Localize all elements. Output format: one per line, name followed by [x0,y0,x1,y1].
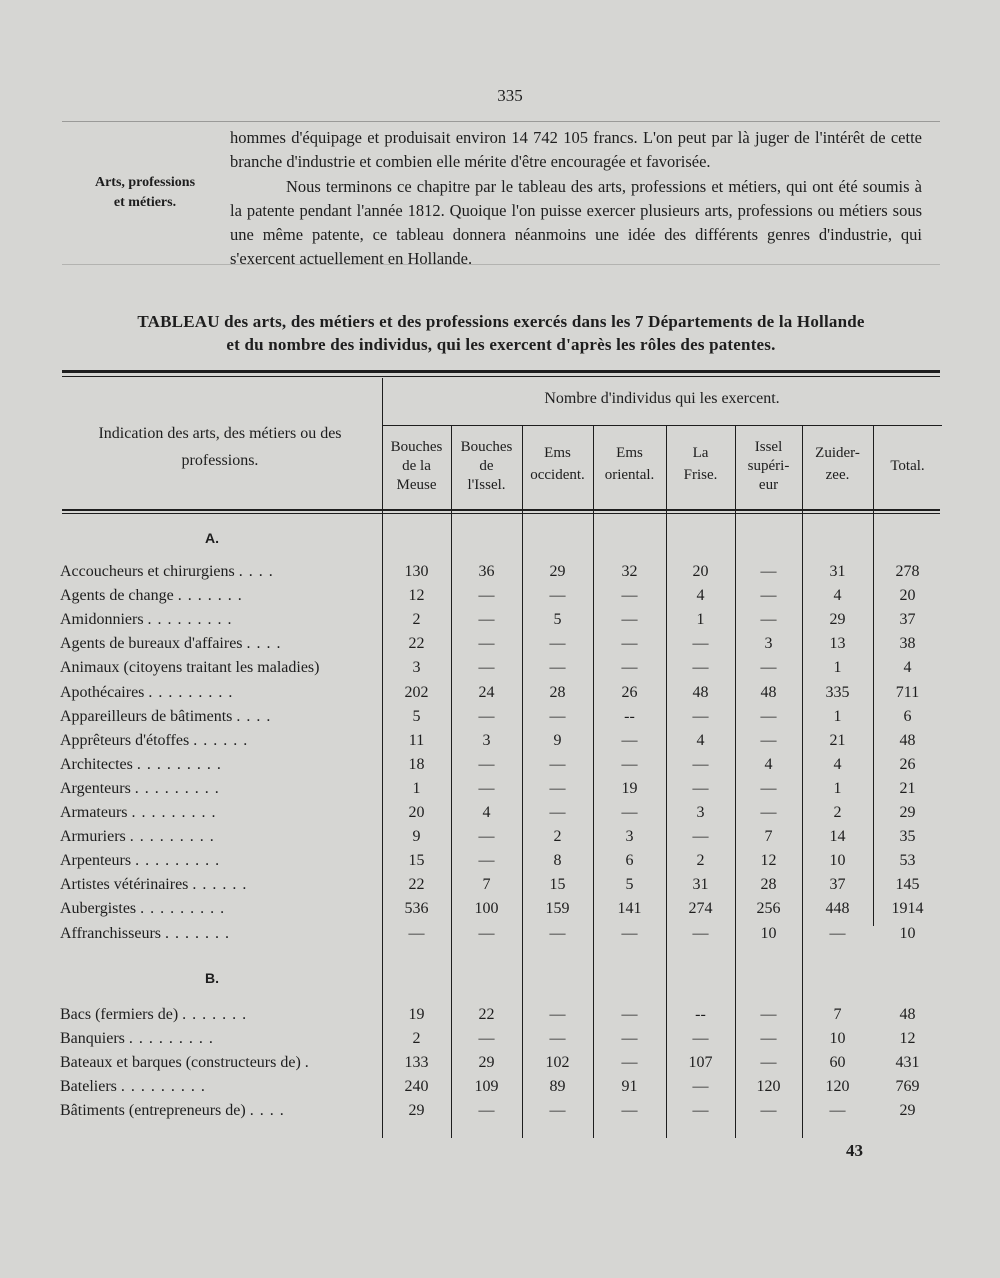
table-row [0,828,1000,852]
table-cell: 10 [829,852,846,870]
row-label [60,635,378,653]
table-cell: 14 [829,828,846,846]
row-label [60,828,378,846]
row-label [60,708,378,726]
row-leader-dots: ......... [147,611,238,629]
table-cell: — [621,659,638,677]
table-cell: 37 [829,876,846,894]
table-cell: 29 [478,1054,495,1072]
table-cell: — [478,852,495,870]
table-cell: 10 [829,1030,846,1048]
row-label [60,1102,378,1120]
table-cell: -- [624,707,635,725]
table-cell: 1 [833,707,842,725]
table-cell: 141 [617,900,642,918]
table-cell: 13 [829,635,846,653]
table-cell: — [478,828,495,846]
table-cell: 278 [895,563,920,580]
table-cell: — [549,659,566,677]
column-header-line: Issel [754,439,783,455]
row-leader-dots: .... [246,635,287,653]
table-row [0,659,1000,683]
table-cell: 2 [412,1030,421,1048]
table-cell: 1 [833,659,842,677]
row-label-text: Animaux (citoyens traitant les maladies) [60,659,320,677]
row-leader-dots: . [304,1054,315,1072]
page-number: 335 [497,86,523,105]
table-cell: 10 [899,924,916,942]
table-cell: — [478,755,495,773]
table-cell: — [692,779,709,797]
table-cell: 448 [825,900,850,918]
intro-paragraph: Nous terminons ce chapitre par le tableau des arts, professions et métiers, qui ont été soumis à la patente pendant l'année 1812. Quoique l'on puisse exercer plusieurs arts, professions ou métiers sous une même patente, ce tableau donnera néanmoins une idée des différents genres d'industrie, qui s'exercent actuellement en Hollande. [230,176,922,269]
row-leader-dots: ...... [192,876,253,894]
table-cell: 19 [408,1006,425,1023]
table-cell: — [760,659,777,677]
table-cell: 4 [833,755,842,773]
table-cell: 29 [899,1102,916,1120]
margin-note-line: Arts, professions [94,175,196,190]
table-cell: — [760,804,777,821]
table-cell: — [549,779,566,797]
table-cell: — [692,707,709,725]
table-row [0,563,1000,587]
table-cell: 133 [404,1054,429,1072]
table-cell: 91 [621,1078,638,1096]
table-cell: 7 [833,1006,842,1023]
table-cell: 12 [408,587,425,605]
table-cell: 38 [899,635,916,653]
table-title-line: et du nombre des individus, qui les exercent d'après les rôles des patentes. [226,335,776,354]
table-cell: 3 [482,731,491,749]
table-cell: 48 [899,1006,916,1023]
table-cell: — [549,1030,566,1048]
table-cell: 274 [688,900,713,918]
row-label [60,852,378,870]
table-cell: — [760,1054,777,1072]
table-cell: — [549,707,566,725]
table-cell: — [829,924,846,942]
margin-note-line: et métiers. [113,195,177,210]
table-cell: 20 [899,587,916,605]
table-cell: 48 [760,683,777,701]
table-cell: 100 [474,900,499,918]
table-cell: 4 [764,755,773,773]
table-cell: 9 [412,828,421,846]
table-cell: — [760,563,777,580]
table-cell: — [692,635,709,653]
table-cell: 48 [692,683,709,701]
table-cell: — [478,659,495,677]
row-label-text: Bacs (fermiers de) [60,1006,179,1023]
table-cell: — [760,779,777,797]
table-cell: 11 [408,731,425,749]
row-label-text: Agents de bureaux d'affaires [60,635,243,653]
table-rule-header-bottom-thin [62,513,940,514]
table-cell: 29 [899,804,916,821]
column-header-line: Ems [616,445,643,461]
table-cell: 4 [833,587,842,605]
table-cell: 130 [404,563,429,580]
row-label [60,1006,378,1024]
header-rule [62,121,940,122]
row-label [60,900,378,918]
table-cell: — [621,1102,638,1120]
table-cell: 24 [478,683,495,701]
table-rule-header-bottom [62,509,940,511]
group-column-header: Nombre d'individus qui les exercent. [544,390,780,407]
column-header-line: Bouches [390,439,443,455]
column-header-line: oriental. [604,467,655,483]
row-label-text: Affranchisseurs [60,924,162,942]
row-label-text: Argenteurs [60,779,131,797]
table-row [0,780,1000,804]
table-cell: — [829,1102,846,1120]
row-label-text: Bateaux et barques (constructeurs de) [60,1054,301,1072]
table-cell: 1914 [891,900,924,918]
table-cell: 8 [553,852,562,870]
table-row [0,1078,1000,1102]
table-cell: 6 [903,707,912,725]
row-label [60,587,378,605]
table-title [62,310,940,356]
table-cell: — [549,587,566,605]
table-rule-group [382,425,942,426]
row-label [60,684,378,702]
table-cell: — [760,611,777,629]
row-label [60,756,378,774]
table-cell: — [478,635,495,653]
table-cell: 12 [899,1030,916,1048]
table-cell: 3 [696,804,705,821]
table-cell: 1 [412,779,421,797]
table-cell: 6 [625,852,634,870]
column-header-line: de [479,458,494,474]
table-cell: 102 [545,1054,570,1072]
table-cell: 10 [760,924,777,942]
table-cell: — [621,635,638,653]
table-cell: — [408,924,425,942]
row-label-text: Appareilleurs de bâtiments [60,707,233,725]
section-letter: B. [205,970,219,986]
column-header-line: l'Issel. [467,477,506,493]
table-cell: 32 [621,563,638,580]
table-row [0,900,1000,924]
table-cell: — [478,587,495,605]
row-label-text: Armuriers [60,828,126,846]
row-leader-dots: ......... [134,779,225,797]
table-row [0,732,1000,756]
table-cell: 335 [825,683,850,701]
column-header-line: La [692,445,709,461]
table-cell: 36 [478,563,495,580]
table-cell: 21 [899,779,916,797]
table-cell: 12 [760,852,777,870]
table-cell: 20 [408,804,425,821]
row-leader-dots: .... [236,707,277,725]
table-row [0,611,1000,635]
table-cell: — [621,924,638,942]
table-cell: — [549,1006,566,1023]
row-leader-dots: ...... [193,731,254,749]
table-cell: 5 [625,876,634,894]
table-row [0,925,1000,949]
column-header-line: Ems [544,445,571,461]
table-cell: 145 [895,876,920,894]
row-label-text: Agents de change [60,587,174,605]
table-cell: 19 [621,779,638,797]
table-cell: 28 [549,683,566,701]
intro-rule [62,264,940,265]
table-cell: 22 [408,876,425,894]
table-cell: 1 [833,779,842,797]
table-cell: 4 [696,731,705,749]
signature-number: 43 [846,1141,863,1160]
table-cell: 29 [549,563,566,580]
row-label [60,804,378,822]
table-cell: 22 [408,635,425,653]
row-label [60,925,378,943]
row-label [60,611,378,629]
table-cell: — [549,1102,566,1120]
table-row [0,587,1000,611]
table-cell: — [621,611,638,629]
row-label-text: Armateurs [60,804,128,821]
table-cell: 2 [833,804,842,821]
table-cell: 4 [696,587,705,605]
table-row [0,1102,1000,1126]
row-label-text: Bâtiments (entrepreneurs de) [60,1102,246,1120]
row-label-text: Amidonniers [60,611,144,629]
table-cell: 2 [553,828,562,846]
table-rule-top-thin [62,376,940,377]
table-cell: 769 [895,1078,920,1096]
table-cell: 60 [829,1054,846,1072]
table-row [0,804,1000,828]
description-column-header: Indication des arts, des métiers ou des professions. [98,425,342,469]
table-cell: — [760,1006,777,1023]
table-cell: 28 [760,876,777,894]
table-cell: — [621,755,638,773]
table-cell: — [760,1102,777,1120]
margin-note [70,173,220,213]
table-cell: 5 [412,707,421,725]
table-cell: — [760,707,777,725]
table-row [0,876,1000,900]
table-cell: 120 [825,1078,850,1096]
row-label [60,1078,378,1096]
row-leader-dots: .... [238,563,279,580]
row-label-text: Apprêteurs d'étoffes [60,731,190,749]
table-row [0,1030,1000,1054]
table-cell: — [692,659,709,677]
row-label-text: Aubergistes [60,900,137,918]
row-label-text: Bateliers [60,1078,117,1096]
section-letter: A. [205,530,219,546]
table-cell: 240 [404,1078,429,1096]
row-leader-dots: ......... [136,755,227,773]
row-leader-dots: ......... [140,900,231,918]
row-label-text: Accoucheurs et chirurgiens [60,563,235,580]
table-cell: 159 [545,900,570,918]
table-cell: — [549,755,566,773]
intro-text [230,126,922,272]
table-cell: 2 [696,852,705,870]
table-cell: 29 [829,611,846,629]
table-cell: 31 [829,563,846,580]
table-cell: 1 [696,611,705,629]
table-cell: — [621,1030,638,1048]
row-label [60,1030,378,1048]
table-cell: 26 [621,683,638,701]
table-cell: 89 [549,1078,566,1096]
intro-paragraph: hommes d'équipage et produisait environ 14 742 105 francs. L'on peut par là juger de l'intérêt de cette branche d'industrie et combien elle mérite d'être encouragée et favorisée. [230,128,922,172]
table-cell: 202 [404,683,429,701]
table-cell: — [478,779,495,797]
table-cell: — [760,587,777,605]
table-cell: 120 [756,1078,781,1096]
column-header-line: occident. [530,467,585,483]
table-row [0,635,1000,659]
table-cell: — [478,1102,495,1120]
table-cell: -- [695,1006,706,1023]
table-cell: 711 [895,683,920,701]
table-cell: — [692,755,709,773]
table-cell: 21 [829,731,846,749]
table-row [0,852,1000,876]
row-leader-dots: ....... [165,924,236,942]
table-rule-top [62,370,940,373]
row-leader-dots: ....... [177,587,248,605]
table-cell: — [549,804,566,821]
table-cell: — [692,1102,709,1120]
table-cell: 7 [482,876,491,894]
column-header-line: Bouches [460,439,513,455]
table-cell: — [478,611,495,629]
table-cell: 3 [764,635,773,653]
row-leader-dots: ....... [182,1006,253,1023]
table-cell: 256 [756,900,781,918]
table-cell: — [549,635,566,653]
table-row [0,708,1000,732]
table-cell: 5 [553,611,562,629]
table-cell: — [760,1030,777,1048]
column-header-line: supéri- [747,458,790,474]
table-cell: 4 [903,659,912,677]
table-cell: 29 [408,1102,425,1120]
row-label-text: Artistes vétérinaires [60,876,189,894]
table-cell: 35 [899,828,916,846]
table-row [0,684,1000,708]
table-cell: — [692,1030,709,1048]
row-label-text: Banquiers [60,1030,125,1048]
column-header-line: Total. [890,458,925,474]
row-label [60,732,378,750]
row-leader-dots: ......... [148,683,239,701]
column-header-line: zee. [825,467,850,483]
table-cell: 109 [474,1078,499,1096]
table-cell: 107 [688,1054,713,1072]
row-label-text: Architectes [60,755,133,773]
table-cell: 2 [412,611,421,629]
table-cell: — [760,731,777,749]
column-header-line: de la [402,458,431,474]
table-cell: — [621,804,638,821]
row-leader-dots: .... [249,1102,290,1120]
table-cell: — [621,1054,638,1072]
table-row [0,756,1000,780]
table-cell: — [478,1030,495,1048]
row-label-text: Arpenteurs [60,852,132,870]
table-cell: — [478,924,495,942]
table-cell: 9 [553,731,562,749]
row-label [60,876,378,894]
column-header-line: eur [758,477,779,493]
row-label [60,563,378,581]
table-cell: 3 [412,659,421,677]
table-cell: — [621,731,638,749]
table-row [0,1006,1000,1030]
table-cell: 18 [408,755,425,773]
row-leader-dots: ......... [120,1078,211,1096]
row-leader-dots: ......... [131,804,222,821]
table-cell: — [478,707,495,725]
table-cell: 15 [408,852,425,870]
column-header-line: Frise. [683,467,718,483]
table-cell: 7 [764,828,773,846]
table-cell: — [621,1006,638,1023]
row-leader-dots: ......... [135,852,226,870]
row-leader-dots: ......... [129,828,220,846]
table-cell: 536 [404,900,429,918]
table-cell: 20 [692,563,709,580]
table-cell: 53 [899,852,916,870]
table-cell: 3 [625,828,634,846]
table-cell: 22 [478,1006,495,1023]
column-header-line: Meuse [396,477,437,493]
table-cell: 4 [482,804,491,821]
row-label [60,780,378,798]
table-cell: 31 [692,876,709,894]
table-cell: — [692,924,709,942]
table-cell: 26 [899,755,916,773]
row-label-text: Apothécaires [60,683,145,701]
table-cell: 48 [899,731,916,749]
table-title-line: TABLEAU des arts, des métiers et des professions exercés dans les 7 Départements de la Hollande [137,312,865,331]
table-cell: 431 [895,1054,920,1072]
table-cell: — [692,1078,709,1096]
table-row [0,1054,1000,1078]
row-label [60,659,378,677]
table-cell: — [692,828,709,846]
row-leader-dots: ......... [128,1030,219,1048]
table-cell: 37 [899,611,916,629]
table-cell: — [549,924,566,942]
table-cell: 15 [549,876,566,894]
column-header-line: Zuider- [815,445,860,461]
row-label [60,1054,378,1072]
table-cell: — [621,587,638,605]
